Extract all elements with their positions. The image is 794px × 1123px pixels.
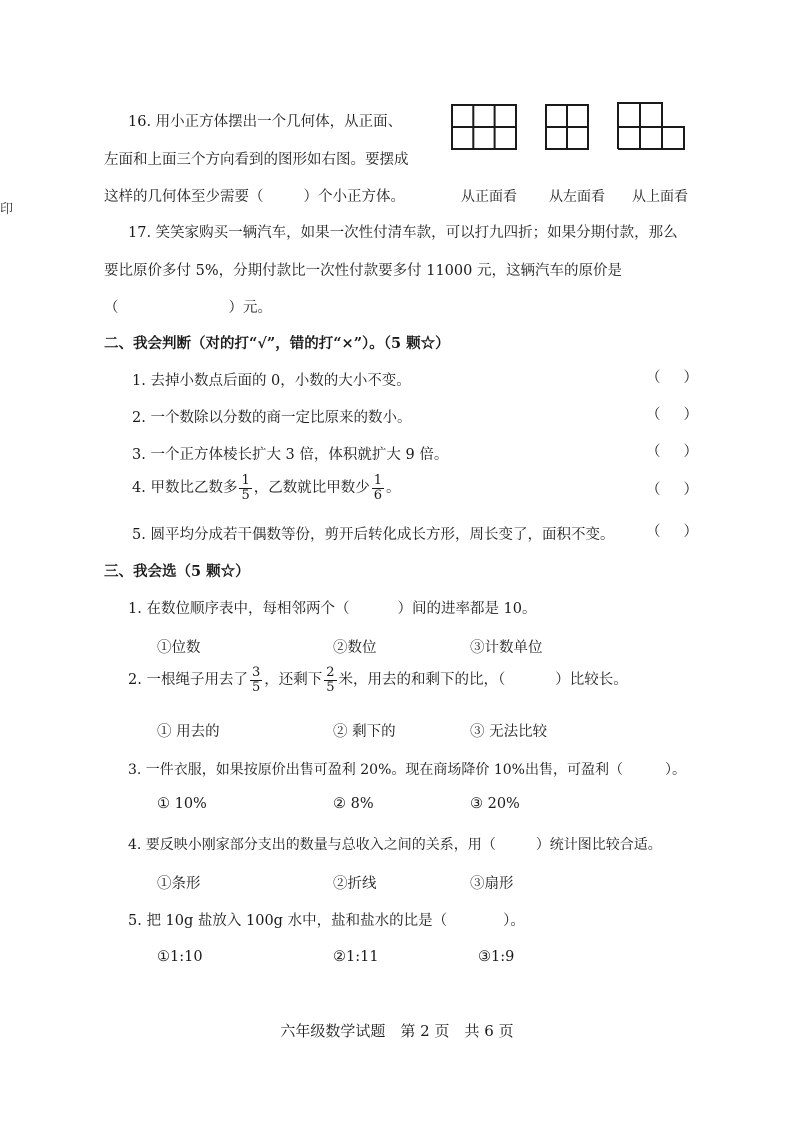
s3-q1-option-2[interactable]: ②数位 (333, 640, 377, 656)
s3-q4-option-1[interactable]: ①条形 (157, 876, 201, 892)
top-view-label: 从上面看 (632, 189, 688, 205)
fraction-one-sixth (372, 474, 384, 502)
s3-q1-text-b: ）间的进率都是 10。 (397, 601, 537, 617)
s3-q2 (128, 666, 628, 694)
paren-open: （ (646, 444, 661, 460)
s3-q1-option-1[interactable]: ①位数 (157, 640, 201, 656)
q16-line2: 左面和上面三个方向看到的图形如右图。要摆成 (104, 152, 409, 168)
paren-close: ） (683, 524, 698, 540)
s3-q3-option-2[interactable]: ② 8% (333, 796, 374, 812)
s3-q5-option-2[interactable]: ②1:11 (333, 949, 379, 965)
s2-answer-2[interactable] (646, 403, 698, 424)
left-view-grid (545, 104, 589, 150)
paren-open: （ (646, 482, 661, 498)
fraction-numerator: 1 (373, 473, 383, 488)
q17-line3-a: （ (104, 300, 119, 316)
s3-q4-option-3[interactable]: ③扇形 (470, 876, 514, 892)
section3-title: 三、我会选（5 颗☆） (104, 563, 250, 580)
s2-answer-1[interactable] (646, 366, 698, 387)
s3-q4-text-b: ）统计图比较合适。 (535, 837, 662, 853)
s3-q3 (128, 759, 686, 779)
page-footer: 六年级数学试题 第 2 页 共 6 页 (280, 1022, 514, 1040)
s2-item-4-text-a: 4. 甲数比乙数多 (132, 480, 238, 497)
s3-q4 (128, 834, 662, 854)
s2-answer-4[interactable] (646, 478, 698, 499)
left-view-label: 从左面看 (549, 189, 605, 205)
s2-answer-5[interactable] (646, 520, 698, 541)
fraction-denominator: 5 (241, 487, 250, 503)
s3-q2-option-3[interactable]: ③ 无法比较 (470, 724, 548, 740)
fraction-denominator: 6 (373, 487, 383, 503)
top-view-grid (617, 102, 685, 150)
s2-item-4 (132, 474, 401, 502)
s3-q3-option-3[interactable]: ③ 20% (470, 796, 520, 812)
q16-line1: 16. 用小正方体摆出一个几何体，从正面、 (128, 114, 403, 130)
paren-close: ） (683, 407, 698, 423)
q17-line3 (104, 296, 272, 317)
s3-q5-text-a: 5. 把 10g 盐放入 100g 水中，盐和盐水的比是（ (128, 913, 448, 929)
paren-open: （ (646, 370, 661, 386)
s3-q2-option-2[interactable]: ② 剩下的 (333, 724, 396, 740)
s3-q4-option-2[interactable]: ②折线 (333, 876, 377, 892)
s3-q3-text-b: ）。 (664, 762, 686, 778)
fraction-two-fifths (324, 666, 336, 694)
q16-line3-b: ）个小正方体。 (303, 189, 405, 205)
section2-title: 二、我会判断（对的打“√”，错的打“×”）。（5 颗☆） (104, 335, 450, 352)
s3-q2-text-b: ，还剩下 (264, 672, 323, 689)
s3-q5-option-3[interactable]: ③1:9 (478, 949, 515, 965)
s3-q2-option-1[interactable]: ① 用去的 (157, 724, 220, 740)
front-view-label: 从正面看 (461, 189, 517, 205)
s3-q1 (128, 597, 537, 618)
fraction-numerator: 1 (241, 473, 250, 488)
paren-open: （ (646, 407, 661, 423)
paren-open: （ (646, 524, 661, 540)
q17-line1: 17. 笑笑家购买一辆汽车，如果一次性付清车款，可以打九四折；如果分期付款，那么 (128, 225, 678, 241)
s3-q2-text-c: 米，用去的和剩下的比，（ (338, 672, 506, 689)
fraction-one-fifth (239, 474, 251, 502)
s2-item-5: 5. 圆平均分成若干偶数等份，剪开后转化成长方形，周长变了，面积不变。 (132, 527, 615, 543)
s3-q5-option-1[interactable]: ①1:10 (157, 949, 203, 965)
s2-item-4-text-b: ，乙数就比甲数少 (253, 480, 370, 497)
paren-close: ） (683, 370, 698, 386)
q16-line3 (104, 185, 405, 206)
fraction-denominator: 5 (326, 679, 335, 695)
paren-close: ） (683, 482, 698, 498)
s3-q1-option-3[interactable]: ③计数单位 (470, 640, 543, 656)
s3-q1-text-a: 1. 在数位顺序表中，每相邻两个（ (128, 601, 350, 617)
s3-q3-text-a: 3. 一件衣服，如果按原价出售可盈利 20%。现在商场降价 10%出售，可盈利（ (128, 762, 623, 778)
s3-q2-text-a: 2. 一根绳子用去了 (128, 672, 248, 689)
fraction-denominator: 5 (251, 679, 261, 695)
front-view-grid (451, 104, 517, 150)
fraction-three-fifths (250, 666, 262, 694)
s3-q3-option-1[interactable]: ① 10% (157, 796, 207, 812)
s3-q5-text-b: ）。 (503, 913, 525, 929)
fraction-numerator: 3 (251, 665, 261, 680)
margin-mark: 印 (0, 202, 14, 217)
s2-item-2: 2. 一个数除以分数的商一定比原来的数小。 (132, 410, 412, 426)
fraction-numerator: 2 (326, 665, 335, 680)
s2-item-1: 1. 去掉小数点后面的 0，小数的大小不变。 (132, 373, 411, 389)
paren-close: ） (683, 444, 698, 460)
q16-line3-a: 这样的几何体至少需要（ (104, 189, 264, 205)
s2-item-3: 3. 一个正方体棱长扩大 3 倍，体积就扩大 9 倍。 (132, 447, 449, 463)
s3-q5 (128, 909, 525, 930)
q17-line3-b: ）元。 (228, 300, 272, 316)
q17-line2: 要比原价多付 5%，分期付款比一次性付款要多付 11000 元，这辆汽车的原价是 (104, 263, 622, 279)
s3-q2-text-d: ）比较长。 (555, 672, 628, 689)
s2-answer-3[interactable] (646, 440, 698, 461)
s2-item-4-text-c: 。 (386, 480, 401, 497)
s3-q4-text-a: 4. 要反映小刚家部分支出的数量与总收入之间的关系，用（ (128, 837, 496, 853)
